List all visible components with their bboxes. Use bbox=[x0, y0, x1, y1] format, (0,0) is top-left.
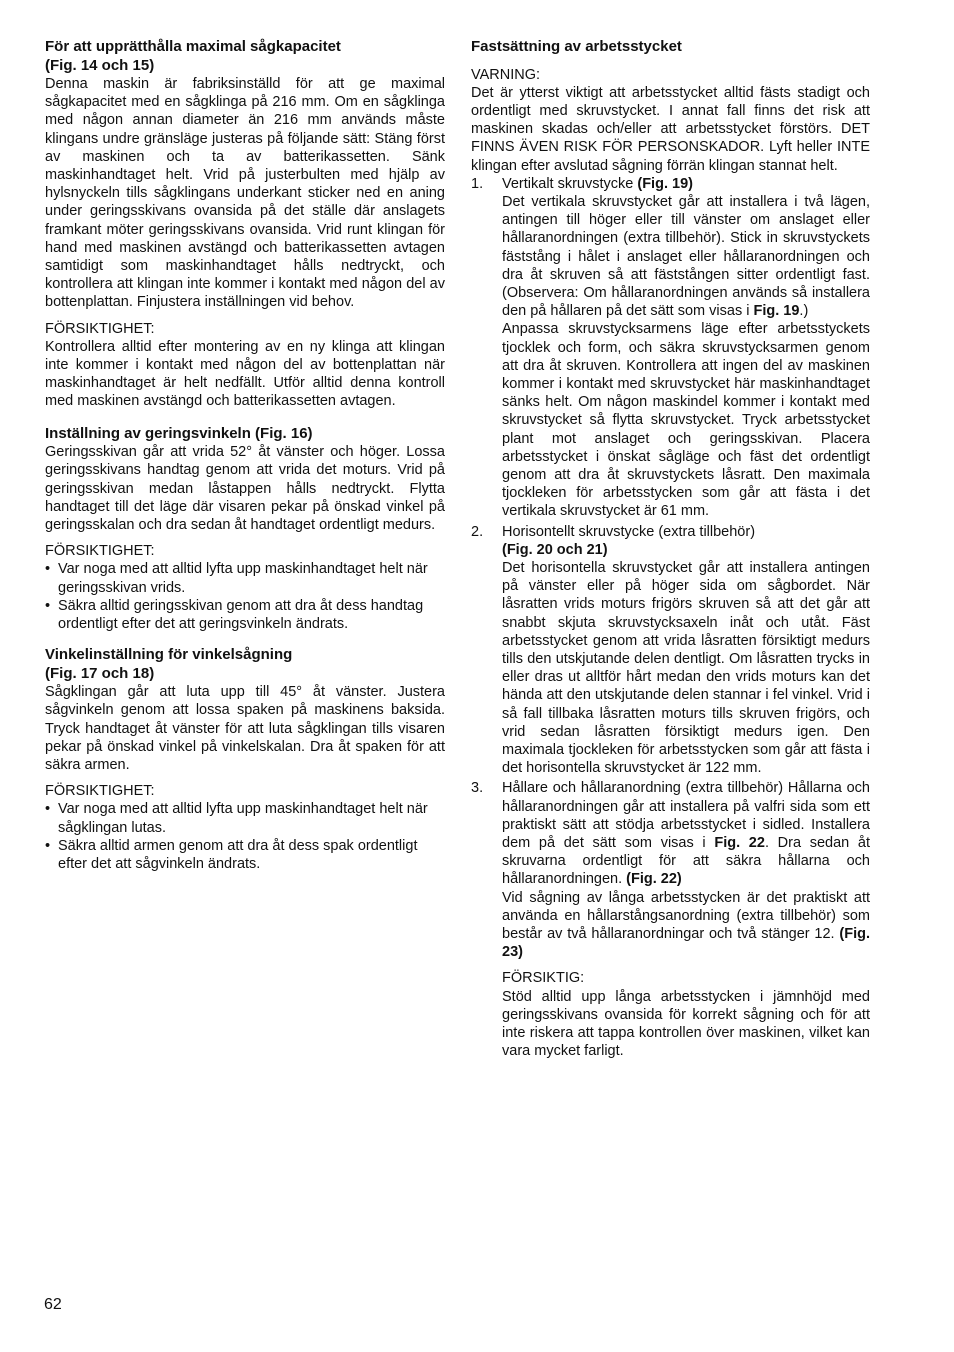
section-body: Geringsskivan går att vrida 52° åt vänster och höger. Lossa geringsskivans handtag genom att vrida det moturs. Vrid på geringsskivan medan låstappen hålls nedtryckt. Flytta handtaget till det läge där visaren pekar på önskad vinkel på geringsskalan och dra sedan åt handtaget ordentligt medurs. bbox=[45, 444, 445, 533]
item-body: Det vertikala skruvstycket går att installera i två lägen, antingen till höger eller till vänster om anslaget eller hållaranordningen (extra tillbehör). Stick in skruvstyckets fäststång i hålet i anslaget eller hållaranordningen och dra åt skruven så att fäststången sitter ordentligt fast. (Observera: Om hållaranordningen används så installera den på hållaren på det sätt som visas i Fig. 19.) bbox=[502, 193, 870, 320]
section-body: Denna maskin är fabriksinställd för att ge maximal sågkapacitet med en sågklinga på 216 mm. Om en sågklinga med någon annan diameter än 216 mm används måste klingans undre gränsläge justeras på följande sätt: Stäng först av maskinen och ta av batterikassetten. Sänk maskinhandtaget helt. Vrid på justerbulten med hjälp av hylsnyckeln tills sågklingans underkant sticker ned en aning under geringsskivans ovansida på det ställe där anslagets framkant möter geringsskivans ovansida. Vrid runt klingan för hand med maskinen avstängd och batterikassetten avtagen samtidigt som maskinhandtaget hålls nedtryckt, och kontrollera att klingan inte kommer i kontakt med någon del av bottenplattan. Finjustera inställningen vid behov. bbox=[45, 76, 445, 311]
caution-list bbox=[45, 800, 445, 873]
section-bevel-angle bbox=[45, 646, 445, 873]
section-heading: Vinkelinställning för vinkelsågning (Fig. 17 och 18) bbox=[45, 646, 293, 682]
section-heading: Fastsättning av arbetsstycket bbox=[471, 38, 682, 55]
warning-body: Det är ytterst viktigt att arbetsstycket alltid fästs stadigt och ordentligt med skruvstycket. I annat fall finns det risk att maskinen skadas och/eller att arbetsstycket förstörs. DET FINNS ÄVEN RISK FÖR PERSONSKADOR. Lyft heller INTE klingan efter avslutad sågning förrän klingan stannat helt. bbox=[471, 84, 870, 174]
list-item-holders: 3. Hållare och hållaranordning (extra tillbehör) Hållarna och hållaranordningen går att installera på valfri sida som ett praktiskt sätt att stödja arbetsstycket i sidled. Installera dem på det sätt som visas i Fig. 22. Dra sedan åt skruvarna ordentligt för att säkra hållarna och hållaranordningen. (Fig. 22) Vid sågning av långa arbetsstycken är det praktiskt att använda en hållarstångsanordning (extra tillbehör) som består av två hållaranordningar och två stänger 12. (Fig. 23) FÖRSIKTIG: Stöd alltid upp långa arbetsstycken i jämnhöjd med geringsskivans ovansida för korrekt sågning och för att inte riskera att tappa kontrollen över maskinen, vilket kan vara mycket farligt. bbox=[471, 780, 870, 1060]
item-title-ref: (Fig. 20 och 21) bbox=[502, 541, 608, 558]
list-item: • Säkra alltid armen genom att dra åt dess spak ordentligt efter det att sågvinkeln ändrats. bbox=[45, 837, 418, 873]
left-column bbox=[45, 38, 445, 881]
item-body: Det horisontella skruvstycket går att installera antingen på vänster eller på höger sida om sågbordet. När låsratten vrids moturs frigörs skruven så att det går att snabbt skjuta skruvstycksaxeln inåt och utåt. Fäst arbetsstycket genom att vrida låsratten försiktigt medurs tills den utskjutande delen dentligt. Om låsratten trycks in eller dras ut alltför hårt medan den vrids moturs kan det hända att den utskjutande delen stannar i fel vinkel. Vrid i så fall tillbaka låsratten moturs tills skruven frigörs, och vrid sedan låsratten försiktigt medurs igen. Den maximala tjockleken för arbetsstycken som går att fästa i det horisontella skruvstycket är 122 mm. bbox=[502, 559, 870, 777]
steps-list bbox=[471, 175, 870, 1061]
item-title: Horisontellt skruvstycke (extra tillbehör) bbox=[502, 523, 756, 540]
right-column bbox=[471, 38, 870, 1060]
caution-list bbox=[45, 560, 445, 633]
section-max-saw-capacity bbox=[45, 38, 445, 411]
page-number: 62 bbox=[44, 1296, 62, 1313]
item-body: Vid sågning av långa arbetsstycken är det praktiskt att använda en hållarstångsanordning (extra tillbehör) som består av två hållaranordningar och två stänger 12. (Fig. 23) bbox=[502, 889, 870, 961]
item-body: Anpassa skruvstycksarmens läge efter arbetsstyckets tjocklek och form, och säkra skruvstycksarmen genom att dra åt skruven. Kontrollera att ingen del av maskinen kommer i kontakt med skruvstycket här maskinhandtaget sänks helt. Om någon maskindel kommer i kontakt med skruvstycket så flytta skruvstycket. Tryck arbetsstycket plant mot anslaget och geringsskivan. Placera arbetsstycket i önskat sågläge och fäst det ordentligt genom att dra åt skruvstyckets låsratt. Den maximala tjockleken för arbetsstycken som går att fästa i det vertikala skruvstycket är 61 mm. bbox=[502, 321, 870, 520]
list-item: • Var noga med att alltid lyfta upp maskinhandtaget helt när geringsskivan vrids. bbox=[45, 561, 428, 596]
caution-label: FÖRSIKTIG: bbox=[502, 970, 585, 987]
list-item-horizontal-vise: 2. Horisontellt skruvstycke (extra tillbehör) (Fig. 20 och 21) Det horisontella skruvstycket går att installera antingen på vänster eller på höger sida om sågbordet. När låsratten vrids moturs frigörs skruven så att det går att snabbt skjuta skruvstycksaxeln inåt och utåt. Fäst arbetsstycket genom att vrida låsratten försiktigt medurs tills den utskjutande delen dentligt. Om låsratten trycks in eller dras ut alltför hårt medan den vrids moturs kan det hända att den utskjutande delen stannar i fel vinkel. Vrid i så fall tillbaka låsratten moturs tills skruven frigörs, och vrid sedan låsratten försiktigt medurs igen. Den maximala tjockleken för arbetsstycken som går att fästa i det horisontella skruvstycket är 122 mm. bbox=[471, 523, 870, 777]
section-heading: För att upprätthålla maximal sågkapacitet (Fig. 14 och 15) bbox=[45, 38, 341, 74]
item-title: Vertikalt skruvstycke (Fig. 19) bbox=[502, 175, 693, 192]
caution-body: Stöd alltid upp långa arbetsstycken i jämnhöjd med geringsskivans ovansida för korrekt sågning och för att inte riskera att tappa kontrollen över maskinen, vilket kan vara mycket farligt. bbox=[502, 988, 870, 1060]
caution-label: FÖRSIKTIGHET: bbox=[45, 783, 155, 800]
caution-label: FÖRSIKTIGHET: bbox=[45, 320, 155, 337]
section-body: Sågklingan går att luta upp till 45° åt vänster. Justera sågvinkeln genom att lossa spaken på maskinens baksida. Tryck handtaget åt vänster för att luta sågklingan tills visaren pekar på önskad vinkel på vinkelskalan. Dra åt spaken för att säkra armen. bbox=[45, 684, 445, 773]
list-item: • Säkra alltid geringsskivan genom att dra åt dess handtag ordentligt efter det att geringsvinkeln ändrats. bbox=[45, 597, 424, 632]
warning-label: VARNING: bbox=[471, 66, 541, 83]
list-item: • Var noga med att alltid lyfta upp maskinhandtaget helt när sågklingan lutas. bbox=[45, 801, 428, 836]
section-miter-angle bbox=[45, 425, 445, 634]
list-item-vertical-vise: 1. Vertikalt skruvstycke (Fig. 19) Det vertikala skruvstycket går att installera i två lägen, antingen till höger eller till vänster om anslaget eller hållaranordningen (extra tillbehör). Stick in skruvstyckets fäststång i hålet i anslaget eller hållaranordningen och dra åt skruven så att fäststången sitter ordentligt fast. (Observera: Om hållaranordningen används så installera den på hållaren på det sätt som visas i Fig. 19.) Anpassa skruvstycksarmens läge efter arbetsstyckets tjocklek och form, och säkra skruvstycksarmen genom att dra åt skruven. Kontrollera att ingen del av maskinen kommer i kontakt med skruvstycket här maskinhandtaget sänks helt. Om någon maskindel kommer i kontakt med skruvstycket så flytta skruvstycket. Tryck arbetsstycket plant mot anslaget och geringsskivan. Placera arbetsstycket i önskat sågläge och fäst det ordentligt genom att dra åt skruvstyckets låsratt. Den maximala tjockleken för arbetsstycken som går att fästa i det vertikala skruvstycket är 61 mm. bbox=[471, 175, 870, 520]
section-heading: Inställning av geringsvinkeln (Fig. 16) bbox=[45, 424, 313, 442]
item-body: Hållare och hållaranordning (extra tillbehör) Hållarna och hållaranordningen går att installera på valfri sida som ett praktiskt sätt att stödja arbetsstycket i sidled. Installera dem på det sätt som visas i Fig. 22. Dra sedan åt skruvarna ordentligt för att säkra hållarna och hållaranordningen. (Fig. 22) bbox=[502, 780, 870, 888]
caution-label: FÖRSIKTIGHET: bbox=[45, 543, 155, 560]
caution-body: Kontrollera alltid efter montering av en ny klinga att klingan inte kommer i kontakt med någon del av bottenplattan när maskinhandtaget är helt nedfällt. Utför alltid denna kontroll med maskinen avstängd och batterikassetten avtagen. bbox=[45, 338, 445, 410]
